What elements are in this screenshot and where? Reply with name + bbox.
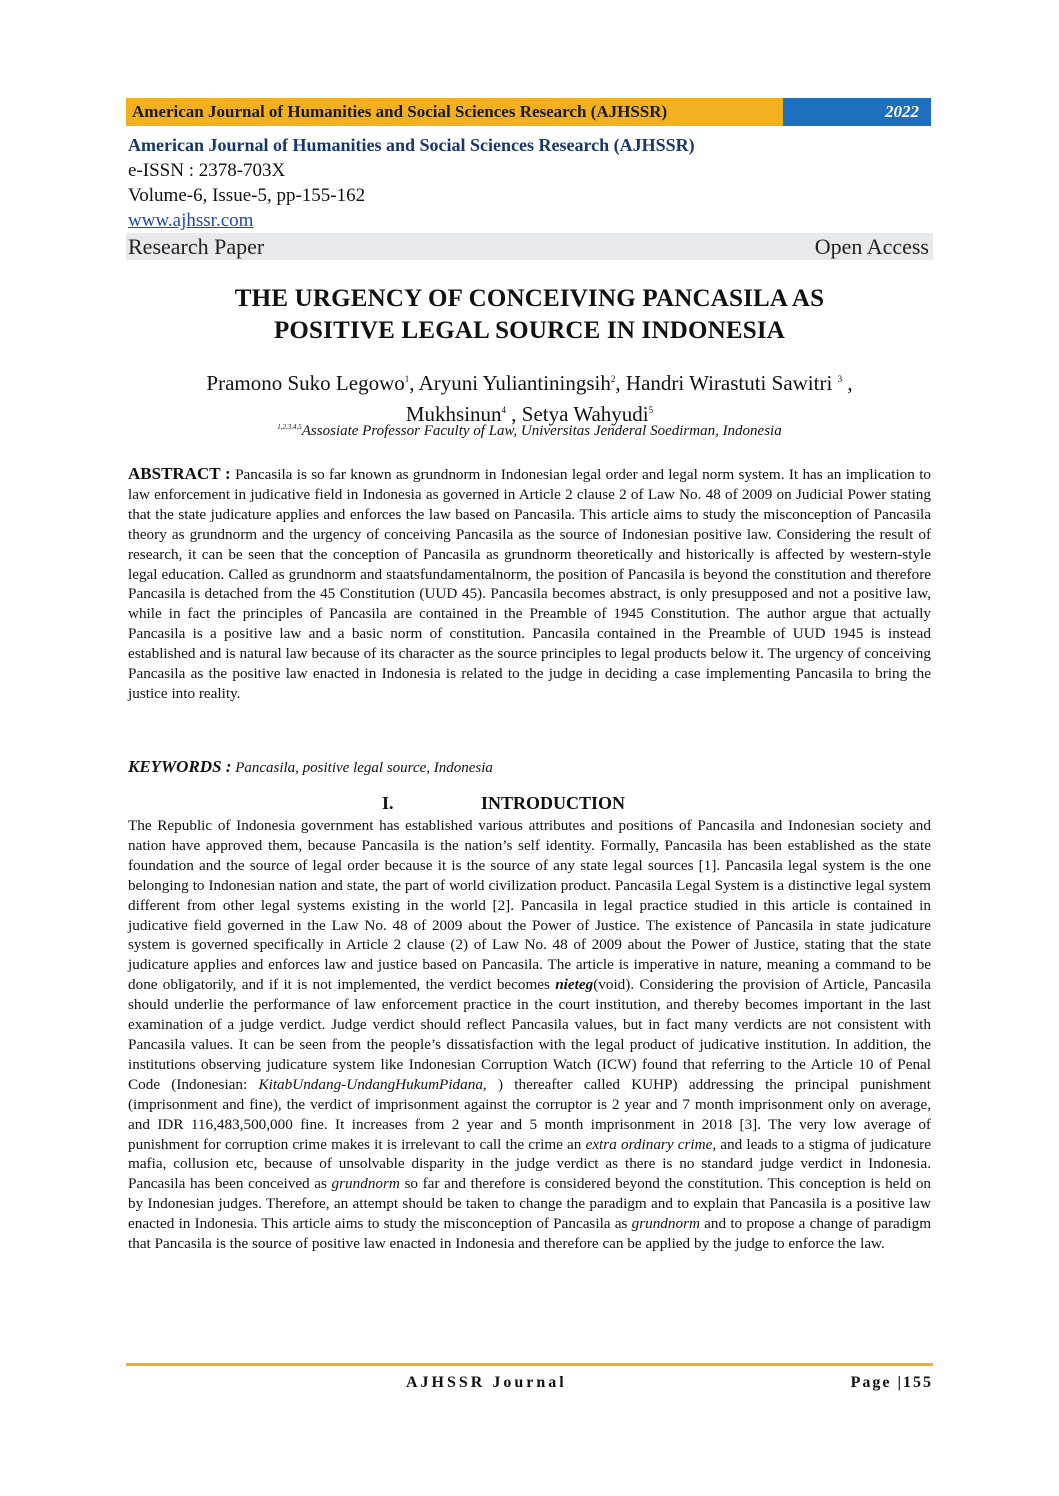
- keywords-label: KEYWORDS :: [128, 757, 232, 776]
- author-sup: 1: [404, 374, 410, 384]
- keywords-text: Pancasila, positive legal source, Indonesia: [235, 760, 493, 776]
- paper-title: [126, 283, 933, 347]
- intro-text-4: , and leads to a stigma of judicature mafia, collusion etc, because of unsolvable disparity in the judge verdict as there is no standard judge verdict in Indonesia. Pancasila has been conceived as: [128, 1135, 931, 1193]
- term-extra-ordinary: extra ordinary crime: [585, 1135, 713, 1153]
- intro-text-3: , ) thereafter called KUHP) addressing the principal punishment (imprisonment and fine), the verdict of imprisonment against the corruptor is 2 year and 7 month imprisonment only on average, and IDR 116,483,500,000 fine. It increases from 2 year and 5 month imprisonment in 2018 [3]. The very low average of punishment for corruption crime makes it is irrelevant to call the crime an: [128, 1075, 931, 1153]
- running-header-journal: American Journal of Humanities and Social Sciences Research (AJHSSR): [126, 98, 783, 126]
- introduction-text: [128, 816, 931, 1254]
- author-name: Mukhsinun: [405, 402, 502, 426]
- abstract: [128, 464, 931, 704]
- intro-text-6: and to propose a change of paradigm that Pancasila is the source of positive law enacted in Indonesia and therefore can be applied by the judge to enforce the law.: [128, 1215, 932, 1253]
- author-sup: 4: [501, 405, 507, 415]
- intro-text-2: (void). Considering the provision of Article, Pancasila should underlie the performance of law enforcement practice in the court institution, and thereby becomes important in the last examination of a judge verdict. Judge verdict should reflect Pancasila values, but in fact many verdicts are not consistent with Pancasila values. It can be seen from the people’s dissatisfaction with the legal product of judicative institution. In addition, the institutions observing judicature system like Indonesian Corruption Watch (ICW) found that referring to the Article 10 of Penal Code (Indonesian:: [128, 976, 932, 1093]
- running-header-year: 2022: [783, 98, 931, 126]
- term-grundnorm: grundnorm: [631, 1215, 700, 1233]
- term-kuhp: KitabUndang-UndangHukumPidana: [258, 1075, 483, 1093]
- footer-journal: AJHSSR Journal: [406, 1374, 567, 1391]
- term-grundnorm: grundnorm: [331, 1175, 400, 1193]
- author-name: Setya Wahyudi: [521, 402, 649, 426]
- meta-website-link[interactable]: www.ajhssr.com: [128, 210, 254, 231]
- title-line-2: POSITIVE LEGAL SOURCE IN INDONESIA: [273, 317, 786, 344]
- section-number: I.: [382, 793, 394, 813]
- affiliation-sup: 1,2,3,4,5: [277, 423, 302, 431]
- author-sup: 3: [837, 374, 843, 384]
- title-line-1: THE URGENCY OF CONCEIVING PANCASILA AS: [234, 285, 825, 312]
- access-type: Open Access: [814, 233, 929, 259]
- author-name: Pramono Suko Legowo: [206, 371, 405, 395]
- author-sup: 5: [648, 405, 654, 415]
- abstract-label: ABSTRACT :: [128, 464, 231, 483]
- author-sup: 2: [610, 374, 616, 384]
- intro-text-5: so far and therefore is considered beyond the constitution. This conception is held on by Indonesian judges. Therefore, an attempt should be taken to change the paradigm and to explain that Pancasila is a positive law enacted in Indonesia. This article aims to study the misconception of Pancasila as: [128, 1175, 932, 1233]
- intro-text-1: The Republic of Indonesia government has established various attributes and positions of Pancasila and Indonesian society and nation have approved them, because Pancasila is the nation’s self identity. Formally, Pancasila has been established as the state foundation and the source of legal order because it is the source of any state legal sources [1]. Pancasila legal system is the one belonging to Indonesian nation and state, the part of world civilization product. Pancasila Legal System is a distinctive legal system different from other legal systems existing in the world [2]. Pancasila in legal practice studied in this article is contained in judicative field governed in the Law No. 48 of 2009 about the Power of Justice. The existence of Pancasila in state judicature system is governed specifically in Article 2 clause (2) of Law No. 48 of 2009 about the Power of Justice, stating that the state judicature applies and enforces law and justice based on Pancasila. The article is imperative in nature, meaning a command to be done obligatorily, and if it is not implemented, the verdict becomes: [128, 817, 931, 994]
- running-header: [126, 98, 931, 126]
- author-list: Pramono Suko Legowo$^1$, Aryuni Yuliantiningsih$^2$, Handri Wirastuti Sawitri $^3$ , Mukhsinun$^4$ , Setya Wahyudi$^5$: [206, 371, 853, 426]
- paper-type: Research Paper: [128, 233, 265, 259]
- author-name: Handri Wirastuti Sawitri: [625, 371, 833, 395]
- affiliation: [126, 423, 933, 440]
- keywords: [128, 757, 931, 777]
- term-nieteg: nieteg: [555, 976, 594, 994]
- affiliation-text: Assosiate Professor Faculty of Law, Universitas Jenderal Soedirman, Indonesia: [301, 423, 782, 439]
- footer-page-number: Page |155: [850, 1374, 933, 1391]
- page-footer: [406, 1374, 933, 1392]
- abstract-text: Pancasila is so far known as grundnorm in Indonesian legal order and legal norm system. It has an implication to law enforcement in judicative field in Indonesia as governed in Article 2 clause 2 of Law No. 48 of 2009 on Judicial Power stating that the state judicature applies and enforces the law based on Pancasila. This article aims to study the misconception of Pancasila theory as grundnorm and the urgency of conceiving Pancasila as the source of Indonesian positive law. Considering the result of research, it can be seen that the conception of Pancasila as grundnorm theoretically and historically is affected by western-style legal education. Called as grundnorm and staatsfundamentalnorm, the position of Pancasila is beyond the constitution and therefore Pancasila is detached from the 45 Constitution (UUD 45). Pancasila becomes abstract, is only presupposed and not a positive law, while in fact the principles of Pancasila are contained in the Preamble of 1945 Constitution. The author argue that actually Pancasila is a positive law and a basic norm of constitution. Pancasila contained in the Preamble of UUD 1945 is instead established and is natural law because of its character as the source principles to legal products below it. The urgency of conceiving Pancasila as the positive law enacted in Indonesia is related to the judge in deciding a case implementing Pancasila to bring the justice into reality.: [128, 466, 932, 702]
- journal-meta: [128, 133, 933, 233]
- section-title: INTRODUCTION: [481, 793, 626, 813]
- paper-type-bar: [126, 233, 933, 260]
- footer-divider: [126, 1363, 933, 1366]
- meta-issn: e-ISSN : 2378-703X: [128, 160, 286, 181]
- author-name: Aryuni Yuliantiningsih: [418, 371, 611, 395]
- meta-volume: Volume-6, Issue-5, pp-155-162: [128, 185, 366, 206]
- meta-journal-title: American Journal of Humanities and Social Sciences Research (AJHSSR): [128, 135, 695, 155]
